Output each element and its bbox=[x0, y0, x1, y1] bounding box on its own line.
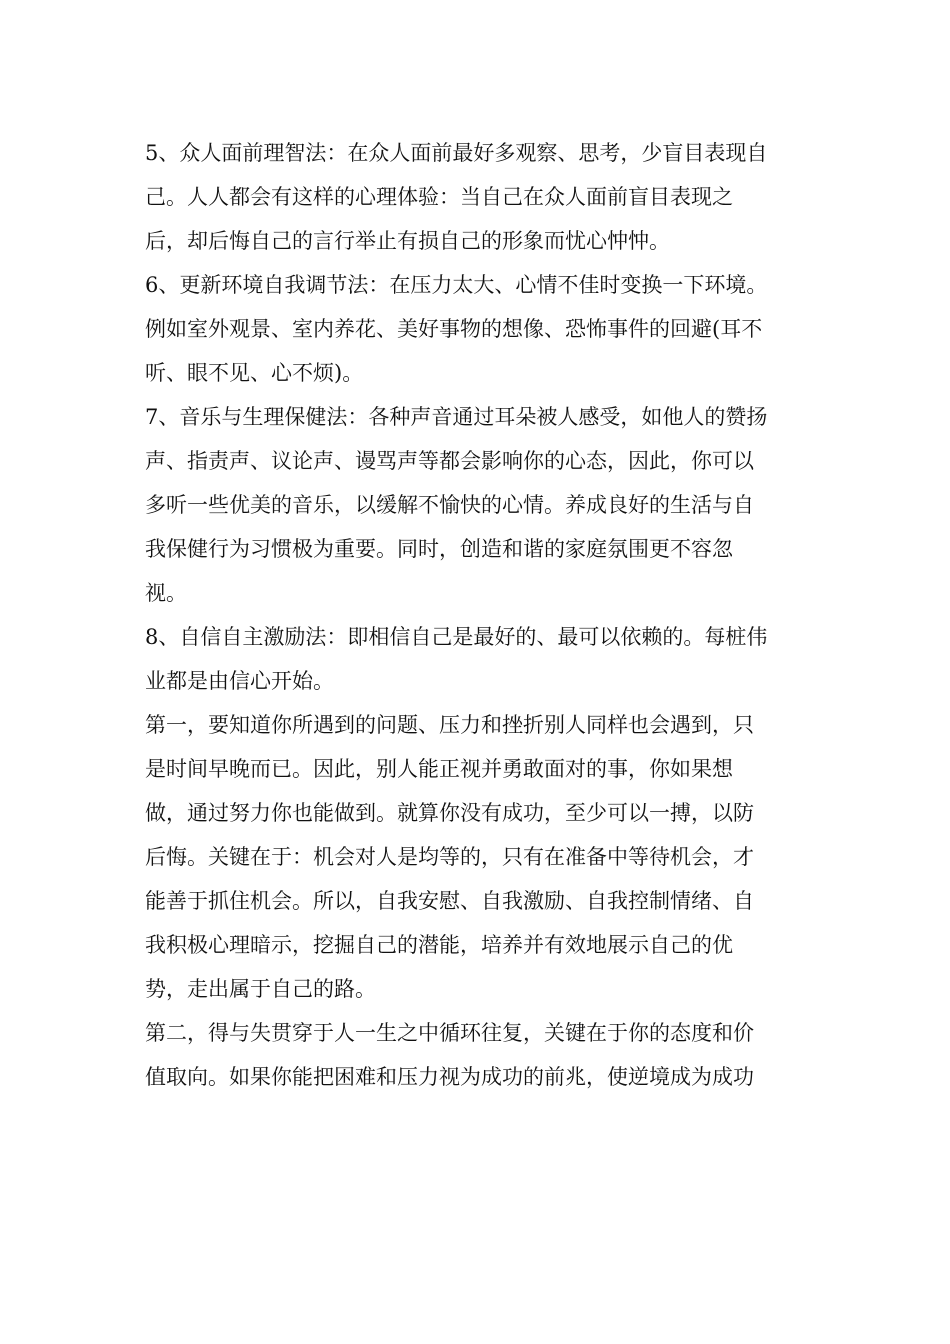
text-line: 例如室外观景、室内养花、美好事物的想像、恐怖事件的回避(耳不 bbox=[145, 317, 763, 341]
text-line: 声、指责声、议论声、谩骂声等都会影响你的心态，因此，你可以 bbox=[145, 449, 754, 473]
text-line: 业都是由信心开始。 bbox=[145, 669, 334, 693]
text-line: 做，通过努力你也能做到。就算你没有成功，至少可以一搏，以防 bbox=[145, 801, 754, 825]
text-line: 7、音乐与生理保健法：各种声音通过耳朵被人感受，如他人的赞扬 bbox=[145, 405, 768, 429]
text-line: 值取向。如果你能把困难和压力视为成功的前兆，使逆境成为成功 bbox=[145, 1065, 754, 1089]
text-line: 我保健行为习惯极为重要。同时，创造和谐的家庭氛围更不容忽 bbox=[145, 537, 733, 561]
text-line: 是时间早晚而已。因此，别人能正视并勇敢面对的事，你如果想 bbox=[145, 757, 733, 781]
text-line: 后悔。关键在于：机会对人是均等的，只有在准备中等待机会，才 bbox=[145, 845, 754, 869]
text-line: 第二，得与失贯穿于人一生之中循环往复，关键在于你的态度和价 bbox=[145, 1021, 754, 1045]
text-line: 势，走出属于自己的路。 bbox=[145, 977, 376, 1001]
text-line: 听、眼不见、心不烦)。 bbox=[145, 361, 364, 385]
document-body bbox=[145, 131, 815, 1099]
text-line: 第一，要知道你所遇到的问题、压力和挫折别人同样也会遇到，只 bbox=[145, 713, 754, 737]
text-line: 视。 bbox=[145, 581, 187, 605]
text-line: 8、自信自主激励法：即相信自己是最好的、最可以依赖的。每桩伟 bbox=[145, 625, 768, 649]
text-line: 我积极心理暗示，挖掘自己的潜能，培养并有效地展示自己的优 bbox=[145, 933, 733, 957]
text-line: 多听一些优美的音乐，以缓解不愉快的心情。养成良好的生活与自 bbox=[145, 493, 754, 517]
text-line: 己。人人都会有这样的心理体验：当自己在众人面前盲目表现之 bbox=[145, 185, 733, 209]
text-line: 5、众人面前理智法：在众人面前最好多观察、思考，少盲目表现自 bbox=[145, 141, 768, 165]
text-line: 后，却后悔自己的言行举止有损自己的形象而忧心忡忡。 bbox=[145, 229, 670, 253]
text-line: 能善于抓住机会。所以，自我安慰、自我激励、自我控制情绪、自 bbox=[145, 889, 754, 913]
text-line: 6、更新环境自我调节法：在压力太大、心情不佳时变换一下环境。 bbox=[145, 273, 768, 297]
